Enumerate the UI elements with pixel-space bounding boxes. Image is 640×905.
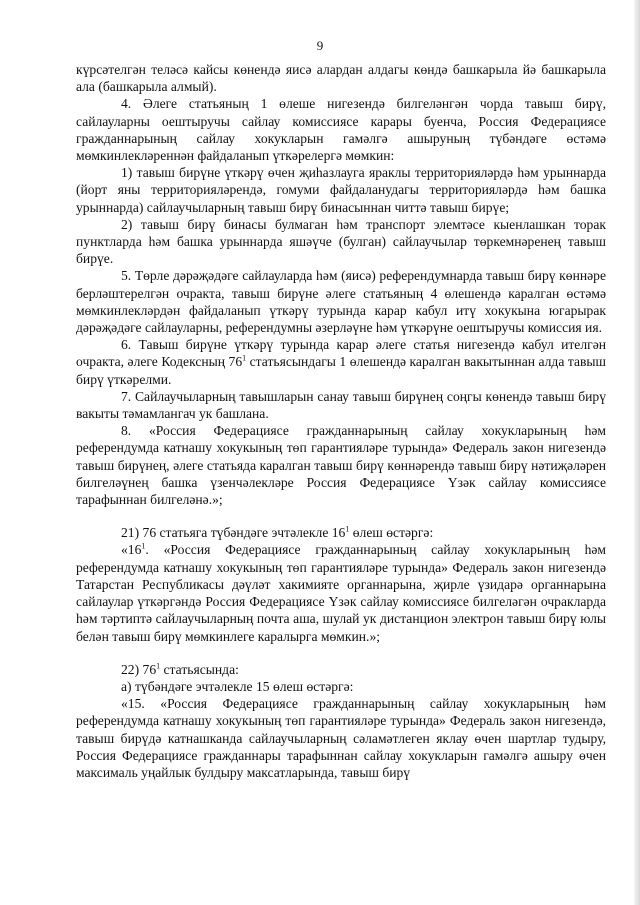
scan-edge [634,0,640,905]
paragraph-text: өлеш өстәргә: [349,525,434,541]
paragraph: 1) тавыш бирүне үткәрү өчен җиһазлауга яраклы территорияләрдә һәм урыннарда (йорт яны территорияләрендә, гомуми файдаланудагы территорияләрдә һәм башка урыннарда) сайлаучыларның тавыш бирү бинасыннан читтә тавыш бирүе; [76,165,606,215]
superscript: 1 [242,353,247,363]
superscript: 1 [156,661,161,671]
paragraph-text: . «Россия Федерациясе гражданнарының сайлау хокукларының һәм референдумда катнашу хокукының төп гарантияләре турында» Федераль закон нигезендә Татарстан Республикасы дәүләт хакимияте органнарына, җирле үзидарә органнарына сайлаулар үткәргәндә Россия Федерациясе Үзәк сайлау комиссиясе билгеләгән очракларда һәм тәртиптә сайлаучыларның почта аша, шулай ук дистанцион электрон тавыш бирү юлы белән тавыш бирү мөмкинлеге каралырга мөмкин.»; [76,542,606,644]
paragraph-gap [76,645,606,661]
page-number: 9 [316,38,324,53]
paragraph [76,524,606,541]
paragraph-gap [76,508,606,524]
paragraph: 8. «Россия Федерациясе гражданнарының сайлау хокукларының һәм референдумда катнашу хокукының төп гарантияләре турында» Федераль закон нигезендә тавыш бирүнең, әлеге статьяда каралган тавыш бирү көннәрендә тавыш бирү нәтиҗәләрен билгеләүнең башка үзенчәлекләре Россия Федерациясе Үзәк сайлау комиссиясе тарафыннан билгеләнә.»; [76,423,606,508]
paragraph: «15. «Россия Федерациясе гражданнарының сайлау хокукларының һәм референдумда катнашу хокукының төп гарантияләре турында» Федераль закон нигезендә, тавыш бирүдә катнашканда сайлаучыларның сәламәтлеген яклау өчен шартлар тудыру, Россия Федерациясе гражданнары тарафыннан сайлау хокукларын гамәлгә ашыру өчен максималь уңайлык булдыру максатларында, тавыш бирү [76,696,606,780]
paragraph [76,336,606,388]
paragraph: 5. Төрле дәрәҗәдәге сайлауларда һәм (яисә) референдумнарда тавыш бирү көннәре берләштерелгән очракта, тавыш бирүне әлеге статьяның 4 өлешендә каралган өстәмә мөмкинлекләрдән файдаланып үткәрү турында карар кабул итү хокукына югарырак дәрәҗәдәге сайлауларны, референдумны әзерләүне һәм үткәрүне оештыручы комиссия ия. [76,268,606,336]
paragraph: күрсәтелгән теләсә кайсы көнендә яисә алардан алдагы көндә башкарыла йә башкарыла ала (башкарыла алмый). [76,62,606,95]
paragraph [76,541,606,644]
paragraph-text: статьясындагы 1 өлешендә каралган вакытыннан алда тавыш бирү үткәрелми. [76,354,607,387]
superscript: 1 [345,524,350,534]
paragraph: 7. Сайлаучыларның тавышларын санау тавыш бирүнең соңгы көнендә тавыш бирү вакыты тәмамлангач ук башлана. [76,388,606,422]
paragraph-text: 21) 76 статьяга түбәндәге эчтәлекле 16 [121,525,346,541]
paragraph: 2) тавыш бирү бинасы булмаган һәм транспорт элемтәсе кыенлашкан торак пунктларда һәм башка урыннарда яшәүче (булган) сайлаучылар төркемнәренең тавыш бирүе. [76,216,606,267]
paragraph [76,661,606,678]
paragraph-text: 6. Тавыш бирүне үткәрү турында карар әлеге статья нигезендә кабул ителгән очракта, әлеге Кодексның 76 [76,337,606,370]
paragraph: 4. Әлеге статьяның 1 өлеше нигезендә билгеләнгән чорда тавыш бирү, сайлауларны оештыручы сайлау комиссиясе карары буенча, Россия Федерациясе гражданнарының сайлау хокукларын гамәлгә ашыруның түбәндәге өстәмә мөмкинлекләреннән файдаланып үткәрелергә мөмкин: [76,96,606,164]
paragraph: а) түбәндәге эчтәлекле 15 өлеш өстәргә: [121,678,354,694]
paragraph-text: статьясында: [160,661,239,677]
document-body [76,61,606,781]
paragraph-text: «16 [121,542,142,558]
superscript: 1 [141,541,146,551]
paragraph-text: 22) 76 [121,661,157,677]
